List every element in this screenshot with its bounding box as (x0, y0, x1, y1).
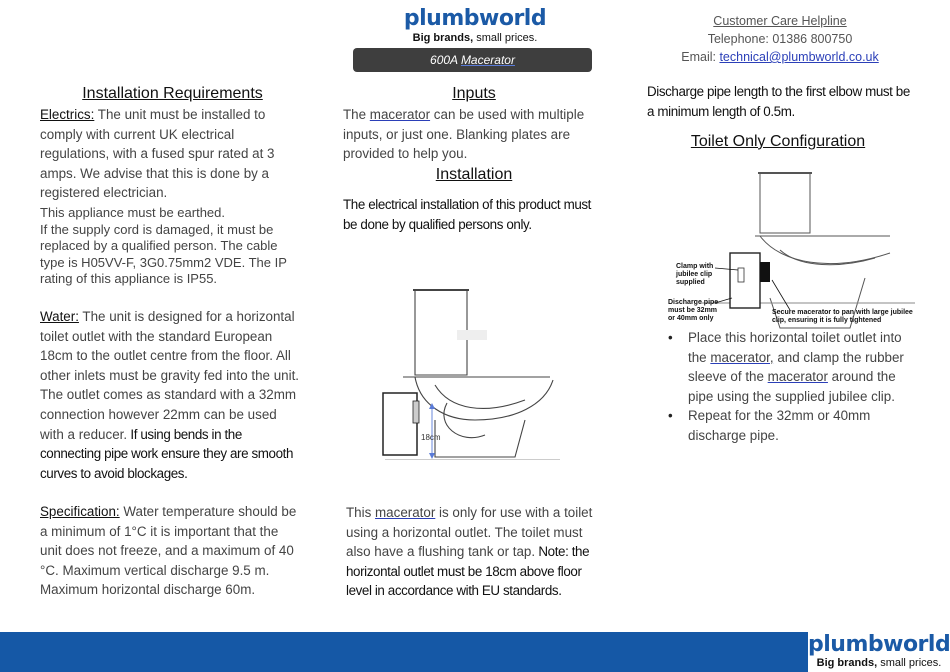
installation-requirements-heading: Installation Requirements (82, 85, 263, 102)
care-title: Customer Care Helpline (713, 14, 847, 28)
bullet-clamp: • Place this horizontal toilet outlet into the macerator, and clamp the rubber sleeve of the macerator around the pipe using the supplied jubilee clip. (664, 328, 916, 406)
toilet-diagram (375, 285, 565, 460)
header-logo (380, 6, 570, 44)
customer-care (670, 12, 890, 66)
config-macerator-box (730, 253, 760, 308)
installation-heading: Installation (435, 166, 513, 183)
clamp-label-2: jubilee clip (676, 271, 713, 278)
dimension-label: 18cm (421, 433, 441, 442)
inputs-heading: Inputs (452, 85, 496, 102)
footer-brand-name: plumbworld (808, 632, 950, 657)
brand-tagline: Big brands, small prices. (412, 32, 538, 44)
water-paragraph: Water: The unit is designed for a horizontal toilet outlet with the standard European 18cm to the outlet centre from the floor. All other inlets must be gravity fed into the unit. The outlet comes as standard with a 32mm connection however 22mm can be used with a reducer. If using bends in the connecting pipe work ensure they are smooth curves to avoid blockages. (40, 309, 300, 481)
earthed-paragraph: This appliance must be earthed. If the supply cord is damaged, it must be replaced by a qualified person. The cable type is H05VV-F, 3G0.75mm2 VDE. The IP rating of this appliance is IP55. (40, 205, 287, 286)
product-name: Macerator (460, 53, 515, 67)
inputs-paragraph: The macerator can be used with multiple inputs, or just one. Blanking plates are provided to help you. (343, 107, 585, 162)
toilet-only-heading: Toilet Only Configuration (690, 133, 866, 150)
pipe-label-2: must be 32mm (668, 307, 718, 314)
toilet-config-diagram (660, 158, 940, 330)
footer-logo (808, 632, 950, 672)
pipe-label-3: or 40mm only (668, 315, 714, 322)
config-bullets (664, 328, 916, 446)
clamp-label-1: Clamp with (676, 263, 714, 270)
pipe-label-1: Discharge pipe (668, 299, 719, 306)
clamp-label-3: supplied (676, 279, 705, 286)
footer-brand-tagline: Big brands, small prices. (816, 657, 942, 669)
specification-paragraph: Specification: Water temperature should be a minimum of 1°C it is important that the unit does not freeze, and a maximum of 40 °C. Maximum vertical discharge 9.5 m. Maximum horizontal discharge 60m. (40, 504, 297, 598)
electrics-paragraph: Electrics: The unit must be installed to comply with current UK electrical regulations, with a fused spur rated at 3 amps. We advise that this is done by a registered electrician. (40, 107, 275, 201)
macerator-note: This macerator is only for use with a toilet using a horizontal outlet. The toilet must also have a flushing tank or tap. Note: the horizontal outlet must be 18cm above floor level in accordance with EU standards. (346, 505, 593, 599)
care-email: Email: technical@plumbworld.co.uk (681, 50, 879, 64)
discharge-paragraph: Discharge pipe length to the first elbow must be a minimum length of 0.5m. (647, 84, 910, 119)
installation-warning: The electrical installation of this product must be done by qualified persons only. (343, 197, 591, 232)
macerator-box (383, 393, 417, 455)
bullet-repeat: • Repeat for the 32mm or 40mm discharge pipe. (664, 406, 916, 445)
care-email-link[interactable]: technical@plumbworld.co.uk (719, 50, 879, 64)
care-telephone: Telephone: 01386 800750 (707, 32, 853, 46)
secure-label-1: Secure macerator to pan with large jubilee (772, 309, 913, 316)
secure-label-2: clip, ensuring it is fully tightened (772, 317, 882, 324)
brand-name: plumbworld (403, 6, 547, 31)
product-title-bar: 600A Macerator (353, 48, 592, 72)
